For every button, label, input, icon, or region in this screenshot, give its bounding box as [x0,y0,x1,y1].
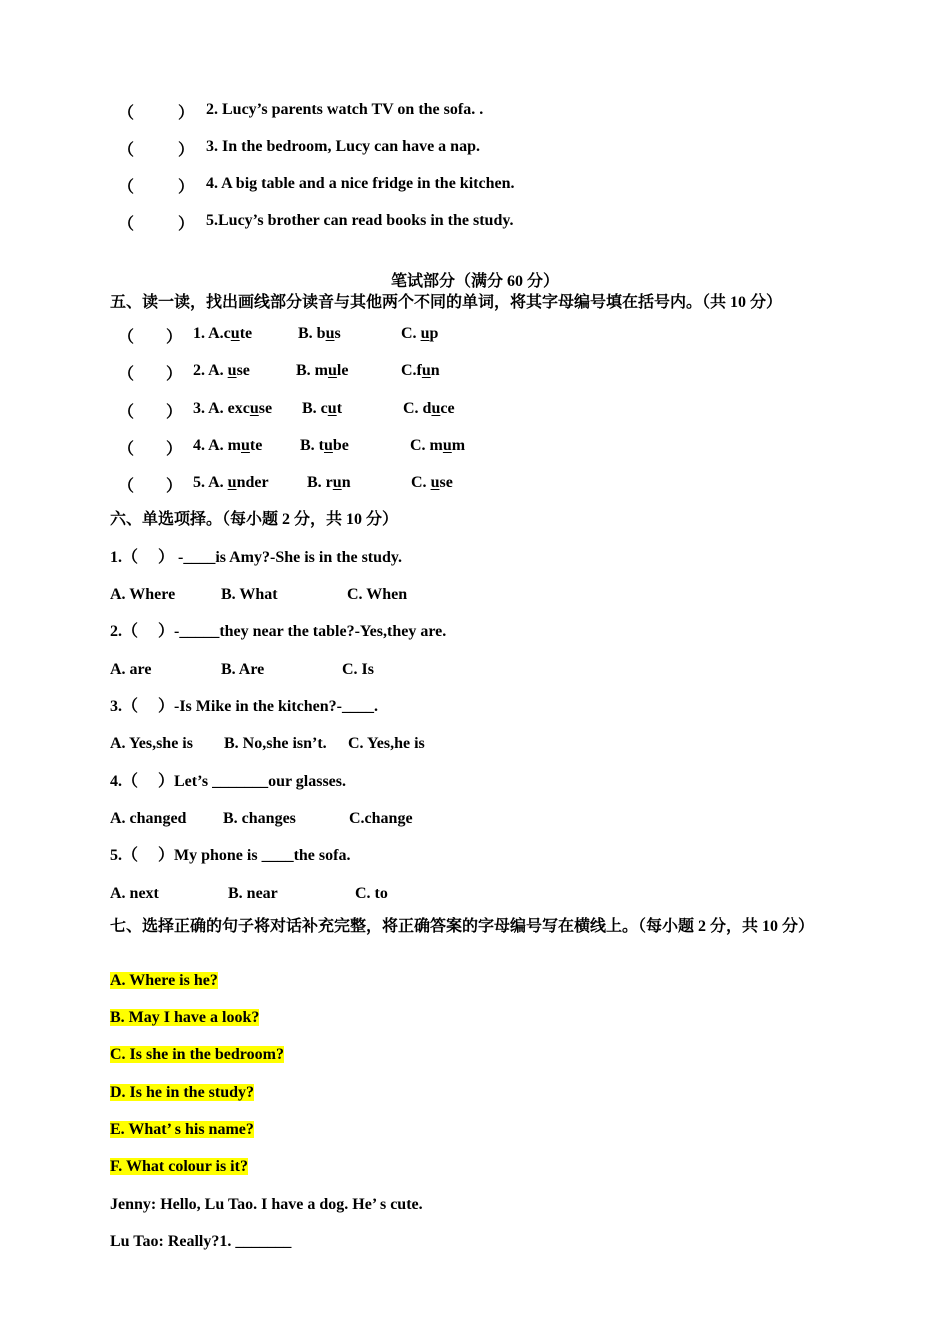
option-c: C. duce [403,400,455,417]
list-item: 1. A.cute [193,325,253,342]
option-b: B. mule [296,362,349,379]
question: 4.（ ）Let’s _______our glasses. [110,773,347,790]
option-c: C.fun [401,362,440,379]
list-item: 5. A. under [193,474,269,491]
option-b: B. cut [302,400,343,417]
worksheet-page: （ ） 2. Lucy’s parents watch TV on the sofa. . （ ） 3. In the bedroom, Lucy can have a nap. （ ） 4. A big table and a nice fridge in the kitchen. （ ） 5.Lucy’s brother can read books in the study. 笔试部分（满分 60 分） 五、读一读，找出画线部分读音与其他两个不同的单词，将其字母编号填在括号内。（共 10 分） （ ） 1. A.cute B. bus C. up （ ） 2. A. use B. mule C.fun （ ） 3. A. excuse B. cut C. duce （ ） 4. A. mute B. tube C. mum （ ） 5. A. under B. run C. use 六、单选项择。（每小题 2 分，共 10 分） 1.（ ） -____is Amy?-She is in the study. A. Where B. What C. When 2.（ ）-_____they near the table?-Yes,they are. A. are B. Are C. Is 3.（ ）-Is Mike in the kitchen?-____. A. Yes,she is B. No,she isn’t. C. Yes,he is 4.（ ）Let’s _______our glasses. A. changed B. changes C.change 5.（ ）My phone is ____the sofa. A. next B. near C. to 七、选择正确的句子将对话补充完整，将正确答案的字母编号写在横线上。（每小题 2 分，共 10 分） A. Where is he? B. May I have a look? C. Is she in the bedroom? D. Is he in the study? E. What’ s his name? F. What colour is it? Jenny: Hello, Lu Tao. I have a dog. He’ s cute. Lu Tao: Really?1. _______ [0,0,950,1344]
section7-heading: 七、选择正确的句子将对话补充完整，将正确答案的字母编号写在横线上。（每小题 2 分，共 10 分） [110,918,815,935]
list-item: 3. A. excuse [193,400,273,417]
list-item: 2. Lucy’s parents watch TV on the sofa. . [206,101,484,118]
answer-bracket: （ ） [118,105,195,122]
question: 2.（ ）-_____they near the table?-Yes,they are. [110,623,447,640]
answer-bracket: （ ） [118,142,195,159]
option-c: C. mum [410,437,466,454]
option-b: B. run [307,474,351,491]
question: 5.（ ）My phone is ____the sofa. [110,847,351,864]
list-item: 2. A. use [193,362,250,379]
answer-bracket: （ ） [118,216,195,233]
answer-bracket: （ ） [118,366,183,383]
section6-heading: 六、单选项择。（每小题 2 分，共 10 分） [110,511,399,528]
option-c: C. use [411,474,453,491]
section5-heading: 五、读一读，找出画线部分读音与其他两个不同的单词，将其字母编号填在括号内。（共 10 分） [110,294,783,311]
list-item: D. Is he in the study? [110,1084,255,1101]
list-item: A. Where is he? [110,972,218,989]
answer-bracket: （ ） [118,179,195,196]
answer-bracket: （ ） [118,478,183,495]
option-b: B. tube [300,437,349,454]
answer-bracket: （ ） [118,441,183,458]
question: 3.（ ）-Is Mike in the kitchen?-____. [110,698,379,715]
list-item: 4. A. mute [193,437,263,454]
list-item: B. May I have a look? [110,1009,260,1026]
list-item: E. What’ s his name? [110,1121,254,1138]
list-item: 4. A big table and a nice fridge in the kitchen. [206,175,515,192]
option-c: C. up [401,325,439,342]
answer-bracket: （ ） [118,404,183,421]
question: 1.（ ） -____is Amy?-She is in the study. [110,549,403,566]
dialogue-line: Jenny: Hello, Lu Tao. I have a dog. He’ s cute. [110,1196,423,1213]
list-item: C. Is she in the bedroom? [110,1046,284,1063]
dialogue-line: Lu Tao: Really?1. _______ [110,1233,292,1250]
answer-bracket: （ ） [118,329,183,346]
list-item: F. What colour is it? [110,1158,248,1175]
list-item: 3. In the bedroom, Lucy can have a nap. [206,138,480,155]
list-item: 5.Lucy’s brother can read books in the study. [206,212,514,229]
option-b: B. bus [298,325,341,342]
section-title: 笔试部分（满分 60 分） [390,273,559,290]
